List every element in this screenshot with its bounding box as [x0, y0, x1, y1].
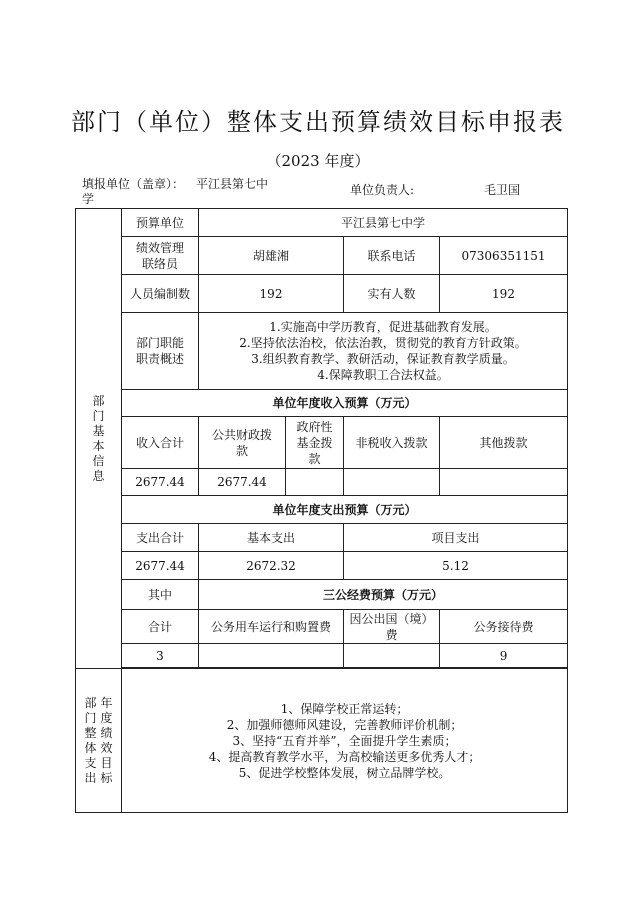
actual-staff-value: 192 [440, 275, 568, 313]
duty-label [122, 313, 199, 390]
duty-item: 3.组织教育教学、教研活动，保证教育教学质量。 [251, 352, 515, 366]
budget-form-table [75, 208, 568, 813]
income-gov-value [286, 469, 344, 496]
three-public-total-value: 3 [122, 644, 199, 668]
income-heading: 单位年度收入预算（万元） [122, 390, 568, 417]
expense-heading: 单位年度支出预算（万元） [122, 496, 568, 524]
income-col-public [199, 417, 286, 469]
income-nontax-value [344, 469, 440, 496]
actual-staff-label: 实有人数 [344, 275, 440, 313]
section-goals-label-inner: 年度绩效目标 [100, 696, 113, 785]
duty-item: 1.实施高中学历教育，促进基础教育发展。 [269, 320, 497, 334]
contact-label-line1: 绩效管理 [135, 240, 184, 255]
income-other-value [440, 469, 568, 496]
income-public-value: 2677.44 [199, 469, 286, 496]
three-public-reception-value: 9 [440, 644, 568, 668]
filler-label: 填报单位（盖章）： [82, 177, 185, 191]
goal-item: 4、提高教育教学水平，为高校输送更多优秀人才； [208, 749, 481, 764]
budget-unit-label: 预算单位 [122, 209, 199, 237]
three-public-col-reception: 公务接待费 [440, 610, 568, 644]
staff-quota-label: 人员编制数 [122, 275, 199, 313]
three-public-col-abroad [344, 610, 440, 644]
duty-label-line2: 职责概述 [135, 352, 184, 366]
among-label: 其中 [122, 580, 199, 610]
income-col-gov-line1: 政府性 [296, 419, 333, 434]
expense-total-value: 2677.44 [122, 552, 199, 580]
unit-head-value: 毛卫国 [484, 183, 521, 197]
income-col-other: 其他拨款 [440, 417, 568, 469]
abroad-line2: 费 [385, 627, 398, 642]
income-col-gov-fund [286, 417, 344, 469]
income-col-gov-line2: 基金拨 [296, 435, 333, 450]
contact-person-value: 胡雄湘 [199, 237, 344, 275]
page-title: 部门（单位）整体支出预算绩效目标申报表 [71, 108, 565, 136]
expense-project-value: 5.12 [344, 552, 568, 580]
goal-item: 5、促进学校整体发展，树立品牌学校。 [238, 765, 451, 780]
duty-list [199, 313, 568, 390]
section-goals [76, 669, 122, 813]
three-public-col-car: 公务用车运行和购置费 [199, 610, 344, 644]
filler-value-continued: 学 [82, 192, 95, 206]
income-col-gov-line3: 款 [308, 451, 321, 466]
income-col-nontax: 非税收入拨款 [344, 417, 440, 469]
goal-item: 1、保障学校正常运转； [280, 701, 409, 716]
staff-quota-value: 192 [199, 275, 344, 313]
three-public-col-total: 合计 [122, 610, 199, 644]
contact-person-label [122, 237, 199, 275]
three-public-abroad-value [344, 644, 440, 668]
duty-item: 2.坚持依法治校，依法治教，贯彻党的教育方针政策。 [239, 336, 527, 350]
abroad-line1: 因公出国（境） [349, 611, 434, 626]
income-col-total: 收入合计 [122, 417, 199, 469]
unit-head-label: 单位负责人: [350, 183, 415, 197]
goal-item: 2、加强师德师风建设，完善教师评价机制； [226, 717, 463, 732]
expense-basic-value: 2672.32 [199, 552, 344, 580]
section-basic-info [76, 209, 122, 669]
expense-col-basic: 基本支出 [199, 524, 344, 552]
income-total-value: 2677.44 [122, 469, 199, 496]
goal-item: 3、坚持“五育并举”，全面提升学生素质； [232, 733, 457, 748]
phone-label: 联系电话 [344, 237, 440, 275]
three-public-car-value [199, 644, 344, 668]
phone-value: 07306351151 [440, 237, 568, 275]
goals-list [122, 669, 568, 813]
filler-value: 平江县第七中 [196, 177, 269, 191]
fiscal-year: （2023 年度） [266, 152, 370, 170]
income-col-public-line2: 款 [235, 443, 248, 458]
contact-label-line2: 联络员 [141, 256, 178, 271]
expense-col-project: 项目支出 [344, 524, 568, 552]
income-col-public-line1: 公共财政拨 [211, 427, 272, 442]
section-basic-info-label: 部门基本信息 [92, 393, 105, 483]
three-public-heading: 三公经费预算（万元） [199, 580, 568, 610]
budget-unit-value: 平江县第七中学 [199, 209, 568, 237]
duty-item: 4.保障教职工合法权益。 [317, 368, 449, 382]
section-goals-label-outer: 部门整体支出 [84, 696, 97, 785]
duty-label-line1: 部门职能 [135, 336, 184, 350]
expense-col-total: 支出合计 [122, 524, 199, 552]
